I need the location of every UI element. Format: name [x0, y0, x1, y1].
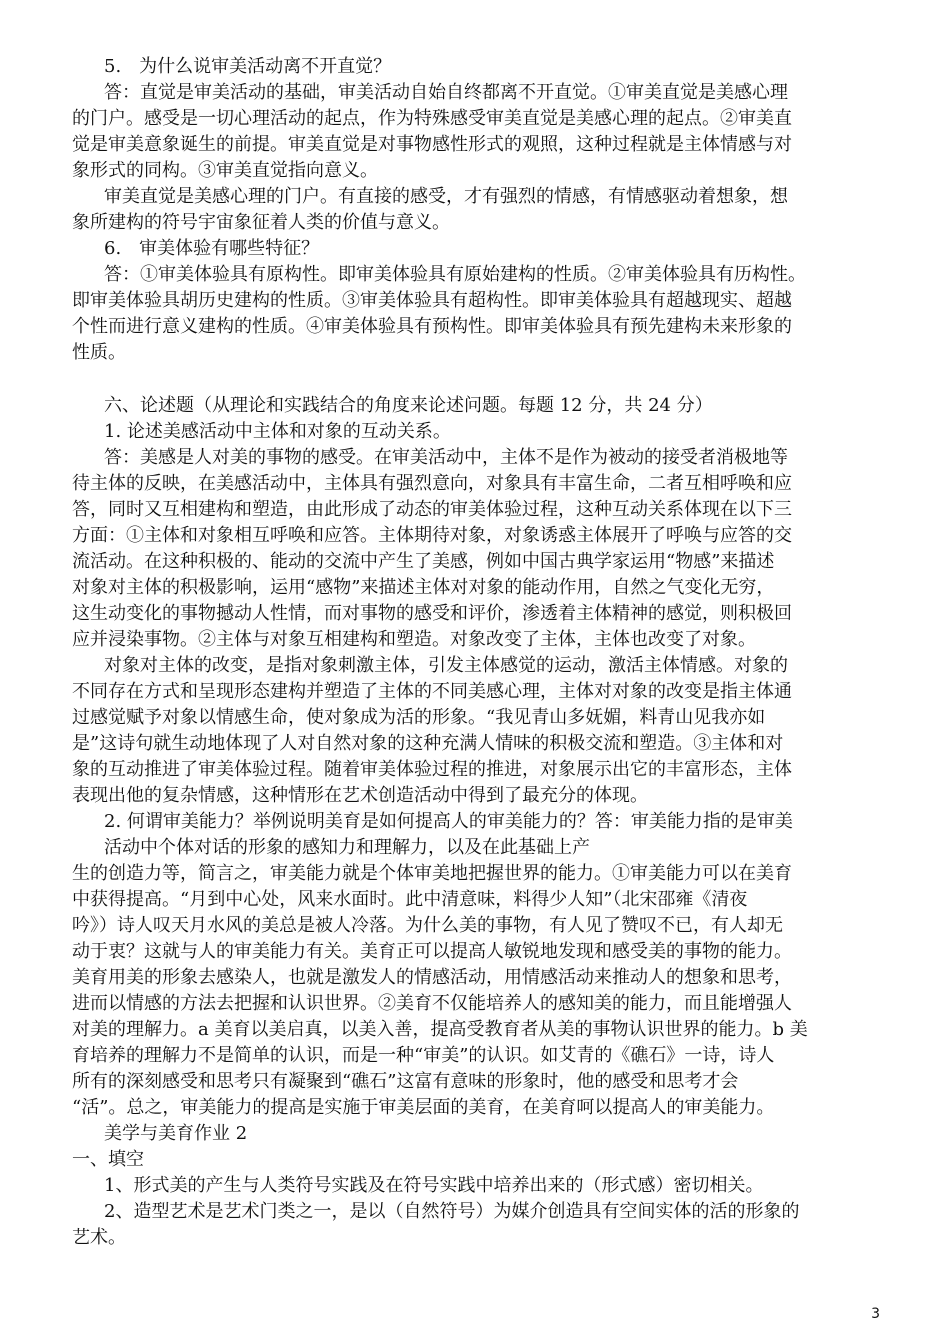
answer-5-line: 觉是审美意象诞生的前提。审美直觉是对事物感性形式的观照，这种过程就是主体情感与对	[72, 134, 792, 155]
fill-blank-item-2: 艺术。	[72, 1227, 126, 1248]
answer-5-line: 的门户。感受是一切心理活动的起点，作为特殊感受审美直觉是美感心理的起点。②审美直	[72, 108, 792, 129]
essay-answer-2-line: “活”。总之，审美能力的提高是实施于审美层面的美育，在美育呵以提高人的审美能力。	[72, 1097, 775, 1118]
assignment-title: 美学与美育作业 2	[104, 1123, 248, 1144]
question-6: 6. 审美体验有哪些特征？	[104, 238, 320, 259]
answer-6-line: 答：①审美体验具有原构性。即审美体验具有原始建构的性质。②审美体验具有历构性。	[104, 264, 806, 285]
essay-answer-2-line: 进而以情感的方法去把握和认识世界。②美育不仅能培养人的感知美的能力，而且能增强人	[72, 993, 792, 1014]
essay-answer-2-line: 吟》）诗人叹天月水风的美总是被人冷落。为什么美的事物，有人见了赞叹不已，有人却无	[72, 915, 783, 936]
essay-answer-1-line: 答：美感是人对美的事物的感受。在审美活动中，主体不是作为被动的接受者消极地等	[104, 447, 788, 468]
essay-answer-2-line: 美育用美的形象去感染人，也就是激发人的情感活动，用情感活动来推动人的想象和思考，	[72, 967, 792, 988]
essay-answer-2-line: 活动中个体对话的形象的感知力和理解力，以及在此基础上产	[104, 837, 590, 858]
answer-6-line: 个性而进行意义建构的性质。④审美体验具有预构性。即审美体验具有预先建构未来形象的	[72, 316, 792, 337]
essay-question-2: 2. 何谓审美能力？举例说明美育是如何提高人的审美能力的？答：审美能力指的是审美	[104, 811, 793, 832]
page-number: 3	[871, 1306, 880, 1322]
essay-answer-1-line: 过感觉赋予对象以情感生命，使对象成为活的形象。“我见青山多妩媚，料青山见我亦如	[72, 707, 766, 728]
answer-6-line: 性质。	[72, 342, 126, 363]
answer-5-line: 审美直觉是美感心理的门户。有直接的感受，才有强烈的情感，有情感驱动着想象，想	[104, 186, 788, 207]
essay-answer-1-line: 答，同时又互相建构和塑造，由此形成了动态的审美体验过程，这种互动关系体现在以下三	[72, 499, 792, 520]
essay-answer-1-line: 表现出他的复杂情感，这种情形在艺术创造活动中得到了最充分的体现。	[72, 785, 648, 806]
essay-question-1: 1. 论述美感活动中主体和对象的互动关系。	[104, 421, 451, 442]
essay-answer-2-line: 所有的深刻感受和思考只有凝聚到“礁石”这富有意味的形象时，他的感受和思考才会	[72, 1071, 739, 1092]
essay-answer-2-line: 对美的理解力。a 美育以美启真，以美入善，提高受教育者从美的事物认识世界的能力。b 美	[72, 1019, 808, 1040]
essay-answer-1-line: 对象对主体的积极影响，运用“感物”来描述主体对对象的能动作用，自然之气变化无穷，	[72, 577, 775, 598]
essay-answer-2-line: 育培养的理解力不是简单的认识，而是一种“审美”的认识。如艾青的《礁石》一诗，诗人	[72, 1045, 775, 1066]
essay-answer-2-line: 动于衷？这就与人的审美能力有关。美育正可以提高人敏锐地发现和感受美的事物的能力。	[72, 941, 792, 962]
fill-blank-item-2: 2、造型艺术是艺术门类之一，是以（自然符号）为媒介创造具有空间实体的活的形象的	[104, 1201, 800, 1222]
essay-answer-1-line: 是”这诗句就生动地体现了人对自然对象的这种充满人情味的积极交流和塑造。③主体和对	[72, 733, 784, 754]
essay-answer-1-line: 这生动变化的事物撼动人性情，而对事物的感受和评价，渗透着主体精神的感觉，则积极回	[72, 603, 792, 624]
essay-answer-1-line: 应并浸染事物。②主体与对象互相建构和塑造。对象改变了主体，主体也改变了对象。	[72, 629, 756, 650]
answer-6-line: 即审美体验具胡历史建构的性质。③审美体验具有超构性。即审美体验具有超越现实、超越	[72, 290, 792, 311]
essay-answer-1-line: 流活动。在这种积极的、能动的交流中产生了美感，例如中国古典学家运用“物感”来描述	[72, 551, 775, 572]
essay-answer-1-line: 对象对主体的改变，是指对象刺激主体，引发主体感觉的运动，激活主体情感。对象的	[104, 655, 788, 676]
essay-answer-2-line: 中获得提高。“月到中心处，风来水面时。此中清意味，料得少人知”（北宋邵雍《清夜	[72, 889, 748, 910]
answer-5-line: 象所建构的符号宇宙象征着人类的价值与意义。	[72, 212, 450, 233]
fill-blank-item-1: 1、形式美的产生与人类符号实践及在符号实践中培养出来的（形式感）密切相关。	[104, 1175, 764, 1196]
essay-answer-1-line: 待主体的反映，在美感活动中，主体具有强烈意向，对象具有丰富生命，二者互相呼唤和应	[72, 473, 792, 494]
fill-blank-heading: 一、填空	[72, 1149, 144, 1170]
essay-answer-2-line: 生的创造力等，简言之，审美能力就是个体审美地把握世界的能力。①审美能力可以在美育	[72, 863, 792, 884]
essay-answer-1-line: 象的互动推进了审美体验过程。随着审美体验过程的推进，对象展示出它的丰富形态，主体	[72, 759, 792, 780]
question-5: 5. 为什么说审美活动离不开直觉？	[104, 56, 392, 77]
answer-5-line: 象形式的同构。③审美直觉指向意义。	[72, 160, 378, 181]
section-6-heading: 六、论述题（从理论和实践结合的角度来论述问题。每题 12 分，共 24 分）	[104, 395, 713, 416]
essay-answer-1-line: 方面：①主体和对象相互呼唤和应答。主体期待对象，对象诱惑主体展开了呼唤与应答的交	[72, 525, 792, 546]
essay-answer-1-line: 不同存在方式和呈现形态建构并塑造了主体的不同美感心理，主体对对象的改变是指主体通	[72, 681, 792, 702]
answer-5-line: 答：直觉是审美活动的基础，审美活动自始自终都离不开直觉。①审美直觉是美感心理	[104, 82, 788, 103]
